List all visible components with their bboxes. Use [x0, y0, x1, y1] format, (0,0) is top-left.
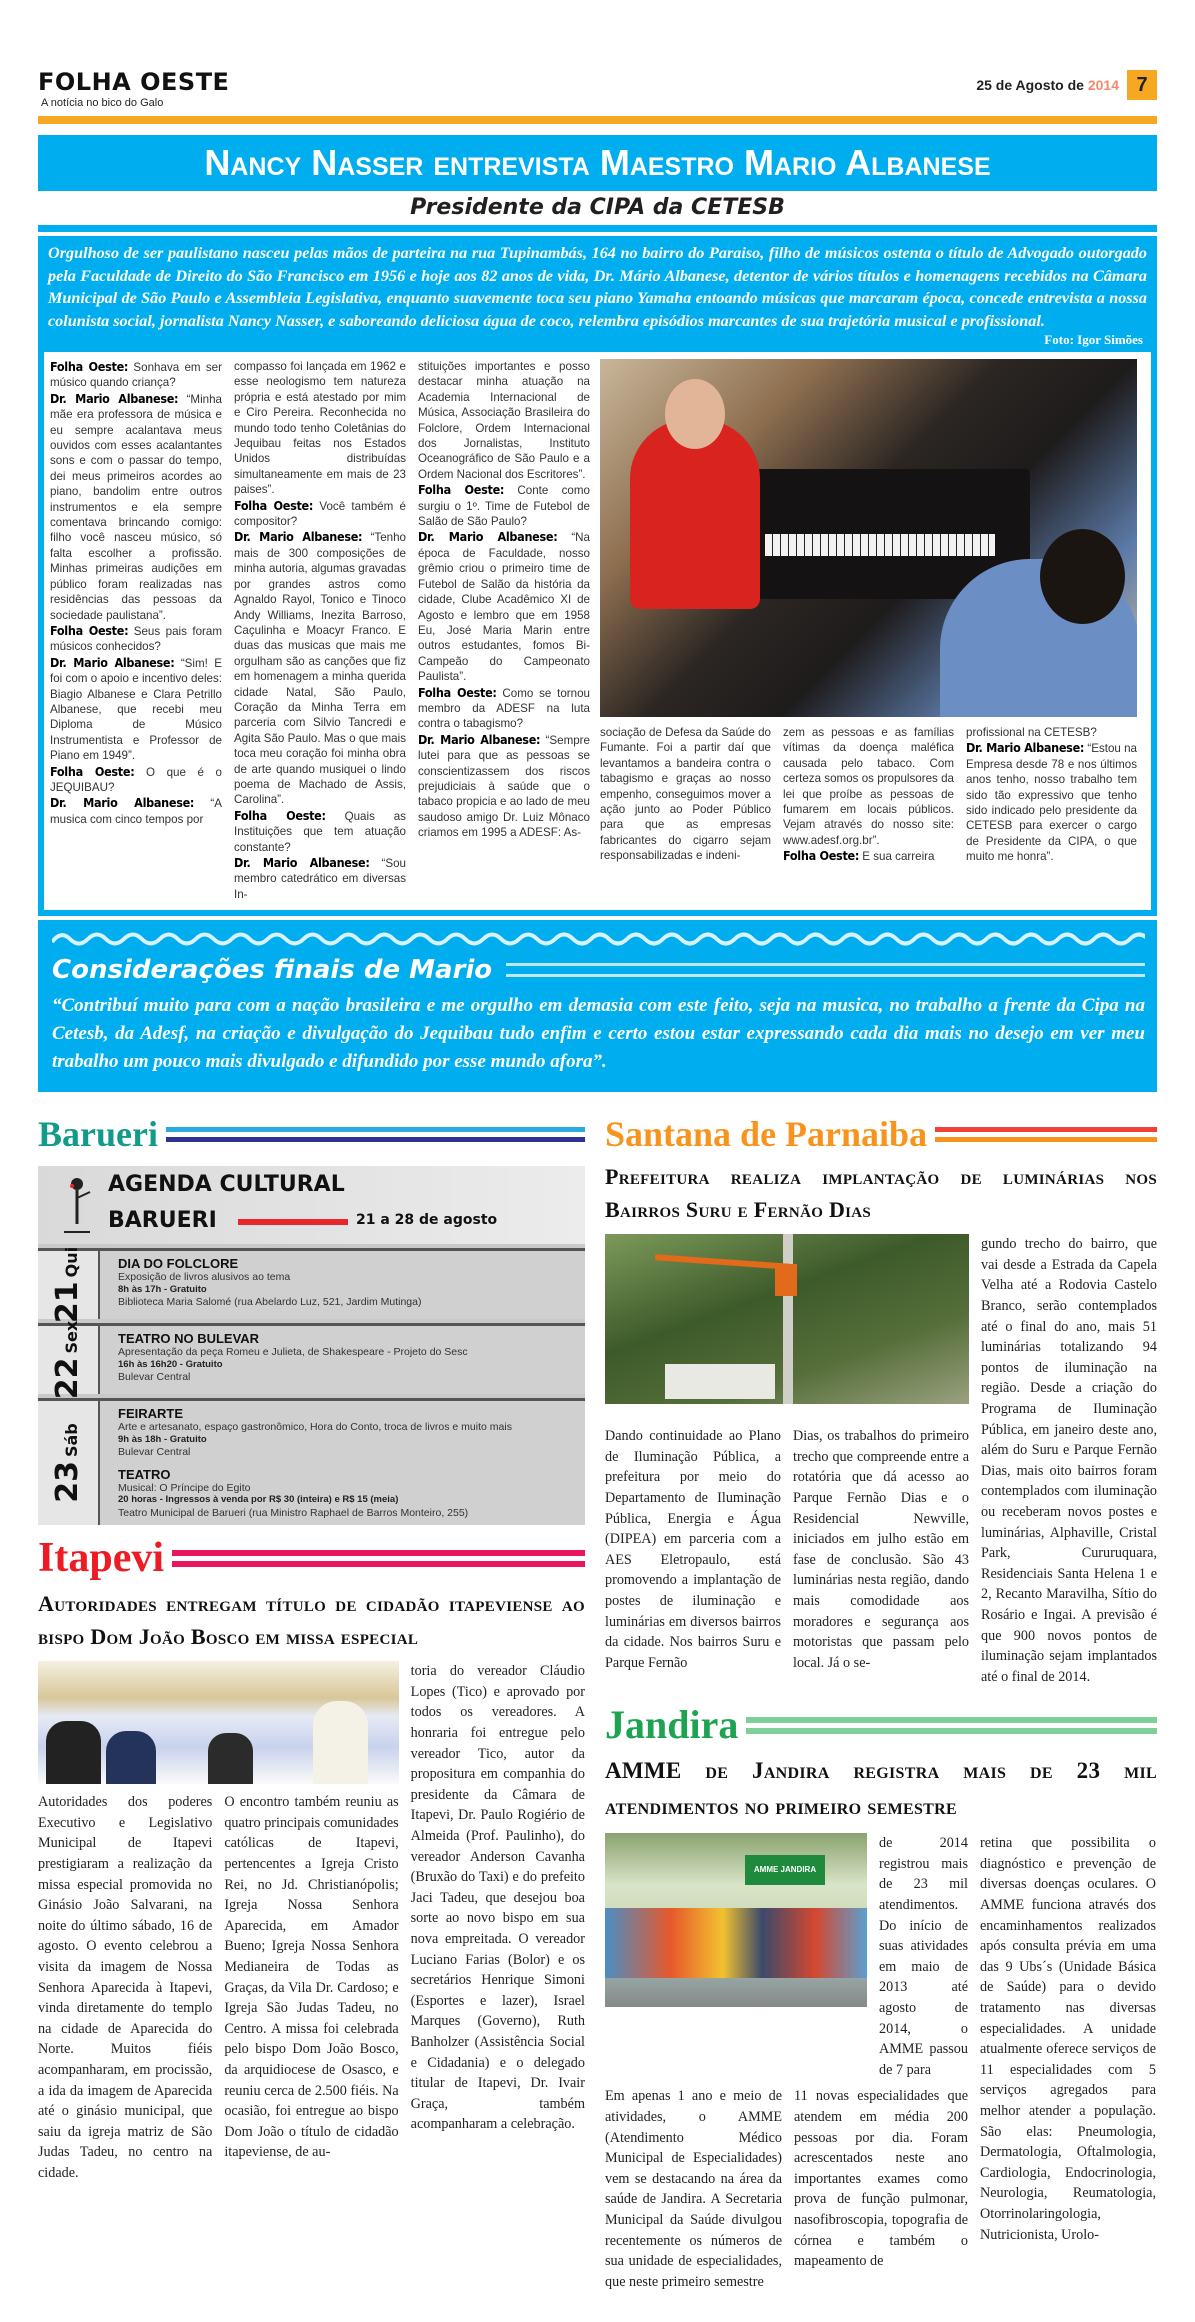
santana-article	[605, 1234, 1157, 1687]
truck-shape	[665, 1364, 775, 1399]
jandira-header	[605, 1701, 1157, 1749]
interview-text: “Na época de Faculdade, nosso grêmio criou o primeiro time de Futebol de Salão da história da cidade, Clube Acadêmico XI de Agosto e lembro que em 1958 Eu, José Maria Marin entre outros estudantes, fomos Bi-Campeão do Campeonato Paulista”.	[418, 531, 591, 684]
pole-shape	[783, 1234, 793, 1404]
day-number: 22	[50, 1357, 85, 1400]
agenda-events	[100, 1251, 585, 1319]
event-desc: Musical: O Príncipe do Egito	[118, 1481, 251, 1494]
masthead-logo	[38, 70, 229, 109]
final-remarks-box	[38, 920, 1157, 1092]
final-remarks-title: Considerações finais de Mario	[52, 955, 493, 986]
interview-text: profissional na CETESB?	[966, 726, 1097, 739]
speaker-label: Dr. Mario Albanese:	[50, 795, 195, 811]
event-title: TEATRO NO BULEVAR	[118, 1331, 260, 1347]
interview-text: zem as pessoas e as famílias vítimas da doença maléfica causada pelo tabaco. Com certeza somos os propulsores da lei que proíbe as pessoas de fumarem em locais públicos. Vejam através do nosso site: www.adesf.org.br”.	[783, 726, 954, 847]
interview-right-area	[600, 359, 1137, 902]
feature-intro: Orgulhoso de ser paulistano nasceu pelas mãos de parteira na rua Tupinambás, 164 no bairro do Paraiso, filho de músicos ostenta o título de Advogado outorgado pela Faculdade de Direito do São Francisco em 1956 e hoje aos 82 anos de vida, Dr. Mário Albanese, detentor de vários títulos e homenagens recebidos na Câmara Municipal de São Paulo e Assembleia Legislativa, enquanto suavemente toca seu piano Yamaha entoando músicas que marcaram época, concede entrevista a nossa colunista social, jornalista Nancy Nasser, e saboreando deliciosa água de coco, relembra episódios marcantes de sua trajetória musical e profissional.	[48, 244, 1147, 330]
interview-paragraph	[50, 795, 222, 827]
santana-headline: Prefeitura realiza implantação de luminárias nos Bairros Suru e Fernão Dias	[605, 1164, 1157, 1223]
interview-column	[234, 359, 406, 902]
day-weekday: Qui	[62, 1247, 81, 1278]
interview-text: E sua carreira	[859, 850, 935, 864]
jandira-headline: AMME de Jandira registra mais de 23 mil atendimentos no primeiro semestre	[605, 1758, 1157, 1820]
interview-text: Conte como surgiu o 1º. Time de Futebol de Salão de São Paulo?	[418, 484, 590, 529]
day-number: 23	[50, 1461, 85, 1503]
date-text: 25 de Agosto de	[976, 77, 1088, 93]
speaker-label: Folha Oeste:	[234, 497, 314, 513]
masthead	[38, 70, 1157, 114]
interview-paragraph	[418, 685, 590, 732]
day-label	[38, 1247, 100, 1324]
interview-paragraph	[50, 359, 222, 391]
person-shape	[46, 1721, 101, 1784]
itapevi-header	[38, 1533, 585, 1583]
agenda-cultural	[38, 1166, 585, 1525]
final-remarks-quote: “Contribuí muito para com a nação brasileira e me orgulho em demasia com este feito, seja na musica, no trabalho a frente da Cipa na Cetesb, da Adesf, na criação e divulgação do Jequibau tudo enfim e certo estou estar expressando cada dia mais no desejo em ver meu trabalho um pouco mais divulgado e difundido por esse mundo afora”.	[52, 995, 1145, 1073]
agenda-event	[118, 1331, 577, 1384]
speaker-label: Folha Oeste:	[50, 359, 129, 374]
interview-column	[50, 359, 222, 827]
crane-bucket	[775, 1264, 797, 1296]
agenda-events	[100, 1326, 585, 1394]
person-shape	[208, 1733, 253, 1784]
agenda-events	[100, 1401, 585, 1525]
interview-text: “Sempre lutei para que as pessoas se conscientizassem dos riscos prejudiciais à saúde que o tabaco propicia e ao lado de meu saudoso amigo Dr. Luiz Mônaco criamos em 1995 a ADESF: As-	[418, 733, 590, 840]
interview-column	[966, 725, 1137, 865]
event-title: FEIRARTE	[118, 1406, 183, 1422]
regional-news	[38, 1112, 1157, 2292]
section-barueri: Barueri	[38, 1114, 158, 1155]
interview-text: Sonhava em ser músico quando criança?	[50, 361, 222, 390]
person-shape	[106, 1731, 156, 1784]
left-news-column	[38, 1112, 585, 2183]
speaker-label: Dr. Mario Albanese:	[418, 731, 541, 747]
amme-building-photo	[605, 1833, 867, 2007]
rooster-mascot-icon	[60, 1174, 94, 1236]
agenda-event	[118, 1256, 577, 1309]
newspaper-tagline: A notícia no bico do Galo	[41, 97, 164, 109]
issue-info	[976, 70, 1157, 100]
feature-subtitle: Presidente da CIPA da CETESB	[410, 195, 785, 220]
speaker-label: Dr. Mario Albanese:	[50, 654, 175, 670]
speaker-label: Folha Oeste:	[234, 807, 326, 823]
speaker-label: Dr. Mario Albanese:	[418, 529, 558, 545]
event-desc: Exposição de livros alusivos ao tema	[118, 1271, 291, 1284]
interview-paragraph	[50, 623, 222, 655]
photo-credit: Foto: Igor Simões	[1044, 332, 1143, 347]
section-rule	[935, 1122, 1157, 1147]
agenda-event	[118, 1406, 577, 1459]
event-place: Biblioteca Maria Salomé (rua Abelardo Luz, 521, Jardim Mutinga)	[118, 1296, 422, 1309]
interview-column	[783, 725, 954, 865]
event-title: DIA DO FOLCLORE	[118, 1256, 239, 1272]
interview-paragraph	[418, 732, 590, 841]
day-weekday: Sáb	[62, 1423, 81, 1458]
amme-sign: AMME JANDIRA	[745, 1855, 825, 1885]
interview-paragraph	[418, 482, 590, 529]
interview-paragraph	[966, 740, 1137, 864]
feature-frame	[38, 236, 1157, 916]
article-column: Dando continuidade ao Plano de Iluminação Pública, a prefeitura por meio do Departamento de Iluminação Pública, Energia e Água (DIPEA) em parceria com a AES Eletropaulo, está promovendo a implantação de postes de iluminação e luminárias em diversos bairros da cidade. Nos bairros Suru e Parque Fernão	[605, 1428, 781, 1671]
interview-text: “A musica com cinco tempos por	[50, 797, 222, 826]
article-column: Autoridades dos poderes Executivo e Legislativo Municipal de Itapevi prestigiaram a realização da missa especial promovida no Ginásio João Salvarani, na noite do último sábado, 16 de agosto. O evento celebrou a visita da imagem de Nossa Senhora Aparecida à Itapevi, vinda diretamente do templo na cidade de Aparecida do Norte. Muitos fiéis acompanharam, em procissão, a ida da imagem de Aparecida até o ginásio municipal, que saiu da igreja matriz de São Judas Tadeu, no centro na cidade.	[38, 1794, 213, 2181]
article-column: de 2014 registrou mais de 23 mil atendimentos. Do início de suas atividades em maio de 2013 até agosto de 2014, o AMME passou de 7 para	[879, 1835, 968, 2078]
interview-text: O que é o JEQUIBAU?	[50, 765, 222, 794]
mural-wall	[605, 1908, 867, 1978]
agenda-title: AGENDA CULTURAL	[108, 1172, 345, 1198]
speaker-label: Dr. Mario Albanese:	[50, 390, 179, 406]
event-place: Bulevar Central	[118, 1371, 191, 1384]
event-hours: 9h às 18h - Gratuito	[118, 1433, 207, 1445]
interview-text: “Estou na Empresa desde 78 e nos últimos anos tenho, nosso trabalho tem sido tão expressivo que tenho sido indicado pelo presidente da CETESB para exercer o cargo de Presidente da CIPA, o que muito me honra”.	[966, 742, 1137, 864]
speaker-label: Folha Oeste:	[783, 848, 860, 864]
interview-text: “Tenho mais de 300 composições de minha autoria, algumas gravadas por grandes astros como Agnaldo Rayol, Tonico e Tinoco Andy Williams, Inezita Barroso, Caçulinha e Moacyr Franco. E duas das musicas que mais me orgulham são as canções que fiz em homenagem a minha querida cidade Natal, São Paulo, Coração da Minha Terra em parceria com Silvio Tancredi e Agita São Paulo. Mas o que mais toca meu coração foi minha obra de arte quando musiquei o lindo poema de Machado de Assis, Carolina”.	[234, 531, 407, 807]
interview-text: compasso foi lançada em 1962 e esse neologismo tem natureza própria e está atestado por mim e Ciro Pereira. Reconhecida no mundo todo tenho Coletânias do Jequibau feitas nos Estados Unidos distribuídas simultaneamente em mais de 23 paises”.	[234, 360, 406, 497]
interview-text: Como se tornou membro da ADESF na luta contra o tabagismo?	[418, 686, 590, 731]
final-remarks-header	[52, 952, 1145, 988]
agenda-red-line	[238, 1219, 348, 1225]
speaker-label: Dr. Mario Albanese:	[234, 529, 363, 545]
agenda-day	[38, 1247, 585, 1324]
speaker-label: Folha Oeste:	[50, 763, 135, 779]
interview-paragraph	[234, 808, 406, 855]
piano-keys	[765, 534, 995, 556]
mass-ceremony-photo	[38, 1661, 399, 1784]
speaker-label: Dr. Mario Albanese:	[966, 740, 1085, 756]
itapevi-article	[38, 1661, 585, 2183]
interview-left-columns	[50, 359, 590, 902]
section-rule	[166, 1122, 585, 1147]
interview-text: “Minha mãe era professora de música e eu sempre acalantava meus ouvidos com esses acalantantes sons e com o passar do tempo, dei meus primeiros acordes ao piano, bandolim entre outros instrumentos e ela sempre comentava brincando comigo: filho você nasceu músico, só falta escolher a profissão. Minhas primeiras audições em público foram realizadas nas residências das pessoas da sociedade paulistana”.	[50, 392, 222, 622]
day-label	[38, 1320, 100, 1400]
interview-paragraph	[234, 855, 406, 902]
agenda-day	[38, 1398, 585, 1525]
feature-title: Nancy Nasser entrevista Maestro Mario Albanese	[38, 135, 1157, 191]
agenda-event	[118, 1467, 577, 1520]
interview-paragraph	[234, 359, 406, 498]
interview-photo	[600, 359, 1137, 717]
interview-text: Quais as Instituições que tem atuação constante?	[234, 809, 406, 854]
interview-paragraph	[50, 655, 222, 764]
day-number: 21	[50, 1281, 85, 1324]
section-jandira: Jandira	[605, 1702, 739, 1748]
speaker-label: Folha Oeste:	[50, 622, 129, 638]
interview-paragraph	[600, 725, 771, 864]
article-column: Em apenas 1 ano e meio de atividades, o AMME (Atendimento Médico Municipal de Especialidades) vem se destacando na área da saúde de Jandira. A Secretaria Municipal da Saúde divulgou recentemente os números de sua unidade de especialidades, que neste primeiro semestre	[605, 2088, 782, 2290]
newspaper-name: FOLHA OESTE	[38, 68, 230, 96]
interview-paragraph	[418, 359, 590, 482]
page-number: 7	[1127, 70, 1157, 100]
section-rule	[746, 1712, 1157, 1739]
event-hours: 8h às 17h - Gratuito	[118, 1283, 207, 1295]
speaker-label: Folha Oeste:	[418, 684, 497, 700]
divider	[38, 225, 1157, 232]
title-rule	[506, 963, 1145, 977]
interview-text: stituições importantes e posso destacar minha atuação na Academia Internacional de Música, Associação Brasileira do Folclore, Ordem Internacional dos Jornalistas, Instituto Oceanográfico de São Paulo e a Ordem Nacional dos Escritores”.	[418, 360, 590, 481]
section-santana-de-parnaiba: Santana de Parnaiba	[605, 1114, 928, 1155]
date-year: 2014	[1087, 77, 1119, 93]
event-hours: 20 horas - Ingressos à venda por R$ 30 (inteira) e R$ 15 (meia)	[118, 1494, 399, 1506]
right-news-column	[605, 1112, 1157, 2292]
interview-column	[600, 725, 771, 864]
wave-ornament	[52, 928, 1145, 950]
interview-text: sociação de Defesa da Saúde do Fumante. Foi a partir daí que levantamos a bandeira contra o tabagismo e graças ao nosso empenho, conseguimos mover a ação junto ao Poder Público para que as empresas fabricantes do cigarro sejam responsabilizadas e indeni-	[600, 726, 771, 863]
article-column: Dias, os trabalhos do primeiro trecho que compreende entre a rotatória que dá acesso ao Parque Fernão Dias e o Residencial Newville, iniciados em julho estão em fase de conclusão. São 43 luminárias nesta região, dando mais comodidade aos moradores e segurança aos motoristas que passam pelo local. Já o se-	[793, 1428, 969, 1671]
event-hours: 16h às 16h20 - Gratuito	[118, 1358, 223, 1370]
interviewer-head	[1040, 529, 1125, 624]
section-rule	[172, 1545, 585, 1572]
event-desc: Apresentação da peça Romeu e Julieta, de Shakespeare - Projeto do Sesc	[118, 1346, 468, 1359]
interview-column	[418, 359, 590, 841]
feature-body	[44, 352, 1151, 910]
street-lighting-photo	[605, 1234, 969, 1404]
event-place: Teatro Municipal de Barueri (rua Ministro Raphael de Barros Monteiro, 255)	[118, 1506, 469, 1519]
interview-paragraph	[50, 391, 222, 623]
maestro-head	[665, 379, 725, 449]
article-column: O encontro também reuniu as quatro principais comunidades católicas de Itapevi, pertencentes a Igreja Cristo Rei, no Jd. Christianópolis; Igreja Nossa Senhora Aparecida, em Amador Bueno; Igreja Nossa Senhora Medianeira de Todas as Graças, da Vila Dr. Cardoso; e Igreja São Judas Tadeu, no Centro. A missa foi celebrada pelo bispo Dom João Bosco, da arquidiocese de Osasco, e reuniu cerca de 2.500 fiéis. Na ocasião, foi entregue ao bispo Dom João o título de cidadão itapeviense, de au-	[224, 1794, 399, 2161]
event-title: TEATRO	[118, 1466, 171, 1482]
event-place: Bulevar Central	[118, 1446, 191, 1459]
barueri-header	[38, 1112, 585, 1156]
interview-paragraph	[783, 725, 954, 848]
speaker-label: Dr. Mario Albanese:	[234, 855, 370, 870]
bishop-shape	[313, 1701, 368, 1784]
agenda-header	[38, 1166, 585, 1244]
agenda-city: BARUERI	[108, 1208, 217, 1234]
masthead-rule	[38, 116, 1157, 124]
article-column: retina que possibilita o diagnóstico e prevenção de diversas doenças oculares. O AMME funciona através dos encaminhamentos realizados após consulta prévia em uma das 9 Ubs´s (Unidade Básica de Saúde) para o devido tratamento nas diversas especialidades. A unidade atualmente oferece serviços de 11 especialidades com 5 serviços agregados para melhor atender a população. São elas: Pneumologia, Dermatologia, Oftalmologia, Cardiologia, Endocrinologia, Neurologia, Reumatologia, Otorrinolaringologia, Nutricionista, Urolo-	[980, 1835, 1156, 2243]
santana-header	[605, 1112, 1157, 1156]
interview-right-columns	[600, 725, 1137, 865]
interview-paragraph	[234, 529, 406, 807]
issue-date	[976, 77, 1119, 93]
interview-text: “Sou membro catedrático em diversas In-	[234, 857, 406, 901]
interview-paragraph	[418, 529, 590, 684]
crane-boom	[655, 1255, 790, 1270]
agenda-dates: 21 a 28 de agosto	[356, 1212, 498, 1229]
day-weekday: Sex	[62, 1320, 81, 1354]
interview-text: “Sim! E foi com o apoio e incentivo deles: Biagio Albanese e Clara Petrillo Albanese, que recebi meu Diploma de Músico Instrumentista e Professor de Piano em 1949”.	[50, 656, 222, 763]
jandira-article	[605, 1833, 1157, 2292]
itapevi-headline: Autoridades entregam título de cidadão itapeviense ao bispo Dom João Bosco em missa especial	[38, 1591, 585, 1650]
speaker-label: Folha Oeste:	[418, 482, 505, 498]
interview-paragraph	[50, 764, 222, 796]
interview-text: Você também é compositor?	[234, 499, 406, 529]
interview-paragraph	[783, 848, 954, 864]
day-label	[38, 1401, 100, 1525]
article-column: toria do vereador Cláudio Lopes (Tico) e aprovado por todos os vereadores. A honraria foi entregue pelo vereador Tico, autor da propositura em companhia do presidente da Câmara de Itapevi, Dr. Paulo Rogiério de Almeida (Prof. Paulinho), do vereador Anderson Cavanha (Bruxão do Taxi) e do prefeito Jaci Tadeu, que desejou boa sorte ao novo bispo em sua nova empreitada. O vereador Luciano Farias (Bolor) e os secretários Henrique Simoni (Esportes e lazer), Israel Marques (Governo), Ruth Banholzer (Assistência Social e Cidadania) e o delegado titular de Itapevi, Dr. Ivair Graça, também acompanharam a celebração.	[410, 1663, 585, 2133]
article-column: gundo trecho do bairro, que vai desde a Estrada da Capela Velha até a Rodovia Castelo Branco, serão contemplados até o final do ano, mais 51 luminárias totalizando 94 pontos de iluminação na região. Desde a criação do Programa de Iluminação Pública, em janeiro deste ano, além do Suru e Parque Fernão Dias, mais oito bairros foram contemplados com iluminação ou receberam novos postes e luminárias, Alphaville, Cristal Park, Cururuquara, Residenciais Santa Helena 1 e 2, Recanto Maravilha, Sítio do Rosário e Ingai. A previsão é que 900 novos pontos de iluminação sejam implantados até o final de 2014.	[981, 1236, 1157, 1685]
interview-paragraph	[966, 725, 1137, 740]
event-desc: Arte e artesanato, espaço gastronômico, Hora do Conto, troca de livros e muito mais	[118, 1421, 512, 1434]
article-column: 11 novas especialidades que atendem em média 200 pessoas por dia. Foram acrescentados neste ano importantes exames como prova de função pulmonar, nasofibroscopia, topografia de córnea e também o mapeamento de	[794, 2088, 968, 2270]
interview-text: Seus pais foram músicos conhecidos?	[50, 624, 222, 654]
agenda-day	[38, 1320, 585, 1400]
interview-paragraph	[234, 498, 406, 530]
section-itapevi: Itapevi	[38, 1535, 164, 1582]
